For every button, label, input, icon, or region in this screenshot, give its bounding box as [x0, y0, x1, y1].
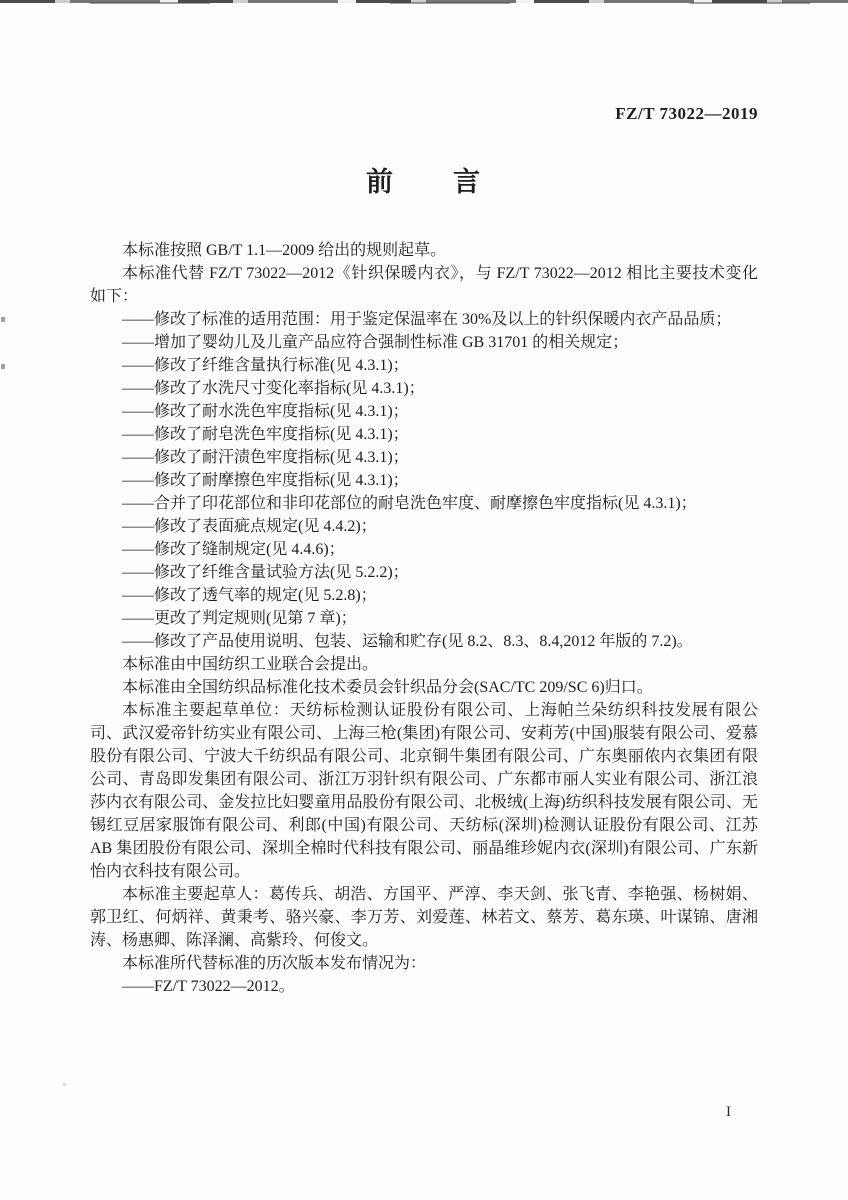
paragraph-drafters: 本标准主要起草人：葛传兵、胡浩、方国平、严淳、李天剑、张飞青、李艳强、杨树娟、郭卫红、何炳祥、黄秉考、骆兴豪、李万芳、刘爱莲、林若文、蔡芳、葛东瑛、叶谋锦、唐湘涛、杨惠卿、陈泽澜、高紫玲、何俊文。 — [90, 886, 758, 949]
change-item: ——修改了纤维含量执行标准(见 4.3.1)； — [122, 357, 409, 374]
foreword-body — [90, 239, 758, 998]
page-title: 前 言 — [366, 167, 482, 197]
change-item: ——修改了耐水洗色牢度指标(见 4.3.1)； — [122, 403, 409, 420]
change-item: ——增加了婴幼儿及儿童产品应符合强制性标准 GB 31701 的相关规定； — [122, 334, 629, 351]
change-item: ——修改了耐皂洗色牢度指标(见 4.3.1)； — [122, 426, 409, 443]
scan-speck — [1, 364, 5, 369]
standard-code: FZ/T 73022—2019 — [615, 104, 758, 123]
change-item: ——修改了标准的适用范围：用于鉴定保温率在 30%及以上的针织保暖内衣产品品质； — [122, 311, 732, 328]
paragraph-proposed-by: 本标准由中国纺织工业联合会提出。 — [122, 656, 379, 673]
change-item: ——修改了耐汗渍色牢度指标(见 4.3.1)； — [122, 449, 409, 466]
change-item: ——修改了透气率的规定(见 5.2.8)； — [122, 587, 377, 604]
change-item: ——修改了耐摩擦色牢度指标(见 4.3.1)； — [122, 472, 409, 489]
paragraph-committee: 本标准由全国纺织品标准化技术委员会针织品分会(SAC/TC 209/SC 6)归口。 — [122, 679, 653, 696]
scan-speck — [63, 1083, 66, 1086]
change-item: ——修改了纤维含量试验方法(见 5.2.2)； — [122, 564, 409, 581]
paragraph-previous-edition: ——FZ/T 73022—2012。 — [122, 978, 295, 995]
change-item: ——修改了缝制规定(见 4.4.6)； — [122, 541, 345, 558]
paragraph-scope-basis: 本标准按照 GB/T 1.1—2009 给出的规则起草。 — [122, 242, 447, 259]
scan-speck — [1, 317, 5, 322]
change-item: ——修改了产品使用说明、包装、运输和贮存(见 8.2、8.3、8.4,2012 年版的 7.2)。 — [122, 633, 693, 650]
change-item: ——修改了表面疵点规定(见 4.4.2)； — [122, 518, 377, 535]
scan-artifact-top-line-2 — [0, 2, 848, 4]
paragraph-replaces: 本标准代替 FZ/T 73022—2012《针织保暖内衣》，与 FZ/T 73022—2012 相比主要技术变化如下： — [90, 265, 758, 305]
paragraph-previous-editions-intro: 本标准所代替标准的历次版本发布情况为： — [122, 955, 427, 972]
paragraph-drafting-organizations: 本标准主要起草单位：天纺标检测认证股份有限公司、上海帕兰朵纺织科技发展有限公司、武汉爱帝针纺实业有限公司、上海三枪(集团)有限公司、安莉芳(中国)服装有限公司、爱慕股份有限公司、宁波大千纺织品有限公司、北京铜牛集团有限公司、广东奥丽侬内衣集团有限公司、青岛即发集团有限公司、浙江万羽针织有限公司、广东都市丽人实业有限公司、浙江浪莎内衣有限公司、金发拉比妇婴童用品股份有限公司、北极绒(上海)纺织科技发展有限公司、无锡红豆居家服饰有限公司、利郎(中国)有限公司、天纺标(深圳)检测认证股份有限公司、江苏 AB 集团股份有限公司、深圳全棉时代科技有限公司、丽晶维珍妮内衣(深圳)有限公司、广东新怡内衣科技有限公司。 — [90, 702, 758, 880]
change-item: ——更改了判定规则(见第 7 章)； — [122, 610, 357, 627]
page-number: I — [726, 1104, 731, 1120]
change-item: ——修改了水洗尺寸变化率指标(见 4.3.1)； — [122, 380, 425, 397]
change-item: ——合并了印花部位和非印花部位的耐皂洗色牢度、耐摩擦色牢度指标(见 4.3.1)； — [122, 495, 697, 512]
